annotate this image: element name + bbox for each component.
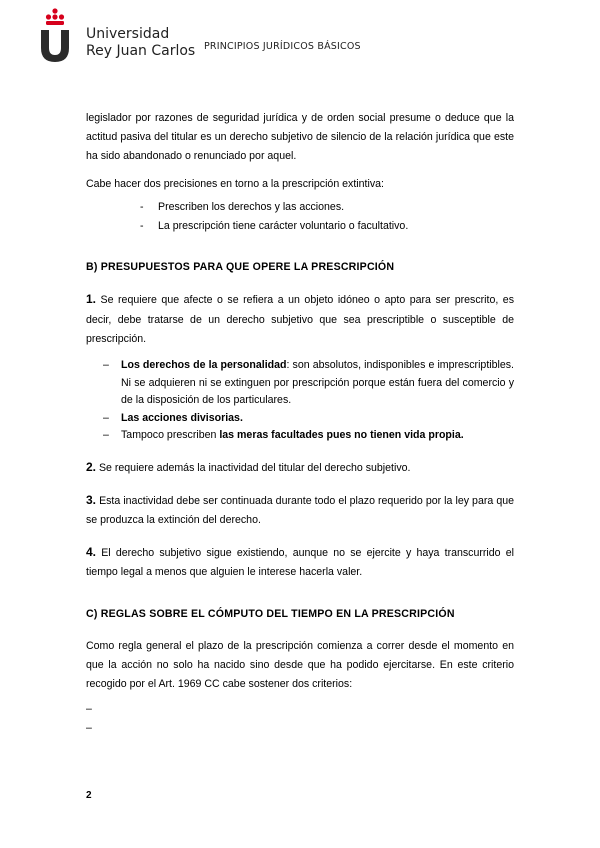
dash-marker: – bbox=[103, 359, 109, 372]
numbered-item-4: 4. El derecho subjetivo sigue existiendo, aunque no se ejercite y haya transcurrido el tiempo legal a menos que alguien le interese hacerla valer. bbox=[86, 545, 514, 579]
section-heading-c: C) REGLAS SOBRE EL CÓMPUTO DEL TIEMPO EN LA PRESCRIPCIÓN bbox=[86, 607, 455, 620]
paragraph: Como regla general el plazo de la prescripción comienza a correr desde el momento en que la acción no solo ha nacido sino desde que ha podido ejercitarse. En este criterio recogido por el Art. 1969 CC cabe sostener dos criterios: bbox=[86, 639, 514, 691]
empty-dash-item: – bbox=[86, 703, 92, 716]
dash-marker: - bbox=[140, 220, 144, 233]
numbered-item-3: 3. Esta inactividad debe ser continuada durante todo el plazo requerido por la ley para que se produzca la extinción del derecho. bbox=[86, 492, 514, 526]
list-item: - Prescriben los derechos y las acciones. bbox=[86, 198, 514, 217]
precisions-list bbox=[86, 198, 514, 236]
dash-marker: - bbox=[140, 200, 144, 213]
section-heading-b: B) PRESUPUESTOS PARA QUE OPERE LA PRESCRIPCIÓN bbox=[86, 261, 395, 274]
empty-dash-item: – bbox=[86, 722, 92, 735]
list-item: – Las acciones divisorias. bbox=[86, 410, 514, 428]
dash-marker: – bbox=[103, 411, 109, 424]
page-number: 2 bbox=[86, 790, 92, 801]
list-item: – Los derechos de la personalidad: son absolutos, indisponibles e imprescriptibles. Ni se adquieren ni se extinguen por prescripción porque están fuera del comercio y de la disposición de los particulares. bbox=[103, 359, 514, 407]
document-body bbox=[86, 109, 514, 738]
university-name bbox=[86, 26, 195, 60]
university-name-line2: Rey Juan Carlos bbox=[86, 43, 196, 59]
list-item: – Tampoco prescriben las meras facultades pues no tienen vida propia. bbox=[86, 427, 514, 445]
page-header bbox=[38, 6, 578, 66]
numbered-item-1: 1. Se requiere que afecte o se refiera a un objeto idóneo o apto para ser prescrito, es decir, debe tratarse de un derecho subjetivo que sea prescriptible o susceptible de prescripción. bbox=[86, 292, 514, 345]
paragraph: legislador por razones de seguridad jurídica y de orden social presume o deduce que la actitud pasiva del titular es un derecho subjetivo de silencio de la relación jurídica que este ha sido abandonado o renunciado por aquel. bbox=[86, 112, 514, 163]
university-logo bbox=[38, 6, 72, 64]
sub-list bbox=[86, 357, 514, 445]
numbered-item-2: 2. Se requiere además la inactividad del titular del derecho subjetivo. bbox=[86, 459, 411, 474]
list-item: - La prescripción tiene carácter voluntario o facultativo. bbox=[86, 217, 514, 236]
university-name-line1: Universidad bbox=[86, 26, 170, 42]
dash-marker: – bbox=[103, 429, 109, 442]
course-title: PRINCIPIOS JURÍDICOS BÁSICOS bbox=[204, 41, 361, 52]
paragraph: Cabe hacer dos precisiones en torno a la prescripción extintiva: bbox=[86, 177, 384, 190]
